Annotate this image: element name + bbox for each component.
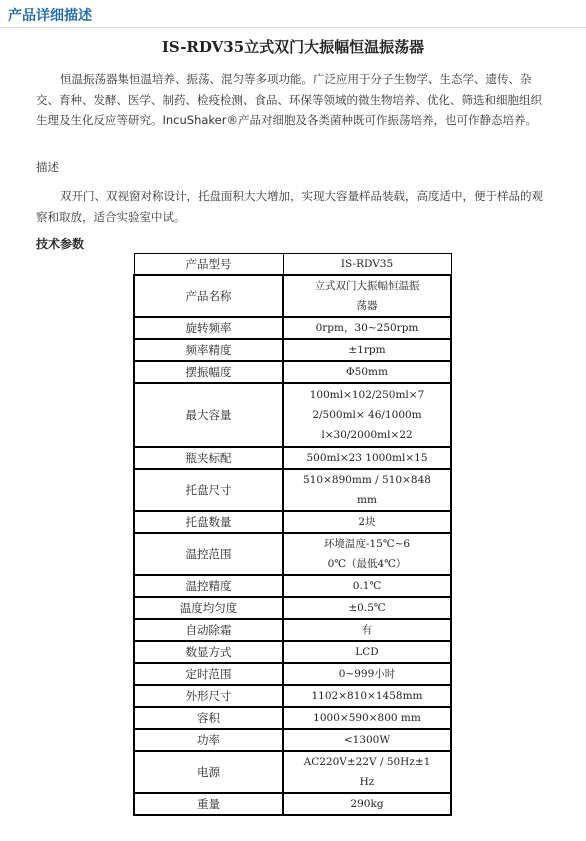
spec-key: 重量 — [134, 793, 283, 815]
intro-paragraph: 恒温振荡器集恒温培养、振荡、混匀等多项功能。广泛应用于分子生物学、生态学、遗传、杂交、育种、发酵、医学、制药、检疫检测、食品、环保等领域的微生物培养、优化、筛选和细胞组织生理及生化反应等研究。IncuShaker®产品对细胞及各类菌种既可作振荡培养，也可作静态培养。 — [36, 72, 542, 127]
spec-key: 温控范围 — [134, 533, 283, 575]
spec-value-line: 100ml×102/250ml×7 — [309, 389, 425, 401]
spec-key: 温控精度 — [134, 575, 283, 597]
section-divider — [0, 27, 586, 28]
spec-value-line: mm — [357, 494, 377, 506]
spec-key: 自动除霜 — [134, 619, 283, 641]
spec-value-line: 0℃（最低4℃） — [327, 558, 407, 570]
spec-value — [283, 663, 451, 685]
spec-row — [134, 685, 451, 707]
spec-value — [283, 707, 451, 729]
spec-row — [134, 575, 451, 597]
spec-row — [134, 447, 451, 469]
description-paragraph: 双开门、双视窗对称设计，托盘面积大大增加，实现大容量样品装载，高度适中，便于样品的观察和取放，适合实验室中试。 — [36, 189, 543, 224]
spec-header-row — [134, 254, 451, 276]
spec-value — [283, 361, 451, 383]
spec-row — [134, 511, 451, 533]
spec-row — [134, 383, 451, 447]
spec-row — [134, 339, 451, 361]
spec-value — [283, 447, 451, 469]
spec-value-line: 0rpm，30~250rpm — [315, 322, 419, 334]
spec-value-line: Φ50mm — [346, 366, 388, 378]
spec-key: 托盘尺寸 — [134, 469, 283, 511]
spec-value-line: 2/500ml× 46/1000m — [312, 409, 422, 421]
spec-key: 瓶夹标配 — [134, 447, 283, 469]
spec-value-line: 500ml×23 1000ml×15 — [306, 452, 428, 464]
spec-value-line: 2块 — [358, 516, 376, 528]
spec-value-line: LCD — [355, 646, 379, 658]
spec-key: 托盘数量 — [134, 511, 283, 533]
spec-row — [134, 317, 451, 339]
spec-header-value: IS-RDV35 — [283, 254, 451, 276]
spec-value — [283, 511, 451, 533]
description-label: 描述 — [36, 160, 59, 174]
spec-value — [283, 575, 451, 597]
spec-value-line: 有 — [361, 624, 373, 636]
spec-value — [283, 793, 451, 815]
spec-value-line: ±1rpm — [348, 344, 386, 356]
spec-value-line: 290kg — [350, 798, 384, 810]
spec-key: 最大容量 — [134, 383, 283, 447]
spec-value-line: 环境温度-15℃~6 — [323, 538, 411, 550]
spec-value-line: 立式双门大振幅恒温振 — [314, 280, 420, 292]
spec-value-line: 0~999小时 — [338, 668, 396, 680]
spec-key: 摆振幅度 — [134, 361, 283, 383]
spec-value — [283, 729, 451, 751]
spec-row — [134, 275, 451, 317]
spec-value — [283, 751, 451, 793]
tech-specs-label: 技术参数 — [36, 237, 85, 251]
spec-value — [283, 533, 451, 575]
spec-value-line: AC220V±22V / 50Hz±1 — [303, 756, 431, 768]
section-header — [0, 0, 586, 30]
spec-key: 外形尺寸 — [134, 685, 283, 707]
spec-table — [133, 253, 452, 816]
spec-value-line: Hz — [359, 776, 375, 788]
spec-value — [283, 641, 451, 663]
section-title: 产品详细描述 — [8, 8, 92, 24]
spec-key: 旋转频率 — [134, 317, 283, 339]
spec-row — [134, 663, 451, 685]
spec-key: 定时范围 — [134, 663, 283, 685]
spec-value — [283, 597, 451, 619]
spec-key: 频率精度 — [134, 339, 283, 361]
spec-value — [283, 383, 451, 447]
spec-row — [134, 597, 451, 619]
spec-row — [134, 707, 451, 729]
spec-key: 温度均匀度 — [134, 597, 283, 619]
spec-row — [134, 641, 451, 663]
spec-key: 数显方式 — [134, 641, 283, 663]
spec-value-line: 1102×810×1458mm — [311, 690, 423, 702]
spec-key: 功率 — [134, 729, 283, 751]
spec-value-line: 0.1℃ — [352, 580, 382, 592]
spec-value-line: 荡器 — [356, 300, 378, 312]
spec-header-key: 产品型号 — [134, 254, 283, 276]
spec-value — [283, 275, 451, 317]
spec-value-line: <1300W — [343, 734, 391, 746]
spec-value-line: 510×890mm / 510×848 — [303, 474, 431, 486]
spec-key: 容积 — [134, 707, 283, 729]
spec-row — [134, 793, 451, 815]
spec-value — [283, 619, 451, 641]
spec-key: 产品名称 — [134, 275, 283, 317]
spec-value-line: ±0.5℃ — [348, 602, 386, 614]
spec-row — [134, 533, 451, 575]
spec-row — [134, 751, 451, 793]
spec-value — [283, 685, 451, 707]
product-heading: IS-RDV35立式双门大振幅恒温振荡器 — [161, 38, 425, 56]
spec-row — [134, 361, 451, 383]
spec-row — [134, 469, 451, 511]
spec-row — [134, 619, 451, 641]
spec-value — [283, 469, 451, 511]
spec-value — [283, 339, 451, 361]
spec-value — [283, 317, 451, 339]
spec-key: 电源 — [134, 751, 283, 793]
spec-value-line: 1000×590×800 mm — [313, 712, 421, 724]
spec-row — [134, 729, 451, 751]
spec-value-line: l×30/2000ml×22 — [321, 429, 413, 441]
